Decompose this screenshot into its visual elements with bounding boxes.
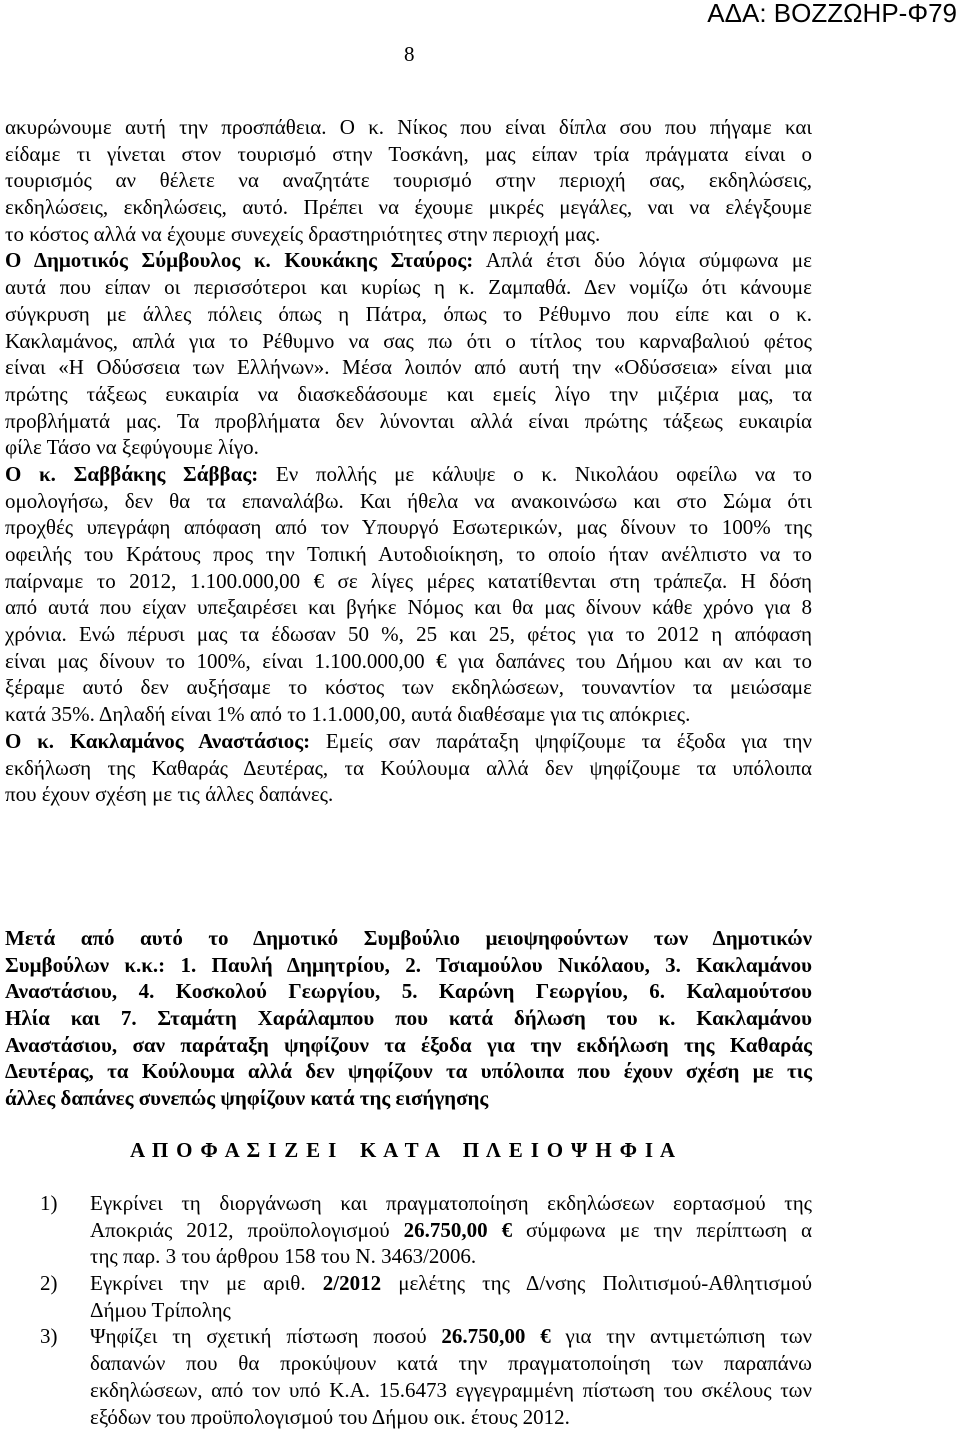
decision-item [0,1323,812,1430]
text-line: ομολογήσω, δεν θα τα επαναλάβω. Και ήθελα να ανακοινώσω και στο Σώμα ότι [5,488,812,513]
text-line: είδαμε τι γίνεται στον τουρισμό στην Τοσκάνη, μας είπαν τρία πράγματα είναι ο [5,141,812,166]
decision-heading-block [130,1137,675,1164]
text-line [5,728,812,755]
text-line: ακυρώνουμε αυτή την προσπάθεια. Ο κ. Νίκος που είναι δίπλα σου που πήγαμε και [5,115,812,139]
decision-item [0,1270,812,1323]
decision-heading: Α Π Ο Φ Α Σ Ι Ζ Ε Ι Κ Α Τ Α Π Λ Ε Ι Ο Ψ Η Φ Ι Α [130,1138,675,1162]
text-line: παίρναμε το 2012, 1.100.000,00 € σε λίγες μέρες κατατίθενται στη τράπεζα. Η δόση [5,568,812,593]
vote-line: Αναστάσιου, σαν παράταξη ψηφίζουν τα έξοδα για την εκδήλωση της Καθαράς [5,1032,812,1057]
text-line: Κακλαμάνος, απλά για το Ρέθυμνο να σας πω ότι ο τίτλος του καρναβαλιού φέτος [5,328,812,353]
item-line: Δήμου Τρίπολης [90,1297,231,1322]
item-text: για την αντιμετώπιση των [565,1324,813,1349]
vote-line: Αναστάσιου, 4. Κοσκολού Γεωργίου, 5. Καρώνη Γεωργίου, 6. Καλαμούτσου [5,979,812,1004]
text-line: προβλήματά μας. Τα προβλήματα δεν λύνονται αλλά είναι πρώτης τάξεως ευκαιρία [5,408,812,433]
ada-code: ΑΔΑ: ΒΟΖΖΩΗΡ-Φ79 [707,0,957,28]
item-line: της παρ. 3 του άρθρου 158 του Ν. 3463/2006. [90,1244,477,1269]
item-number: 1) [40,1191,58,1215]
text-line: χρόνια. Ενώ πέρυσι μας τα έδωσαν 50 %, 25 και 25, φέτος για το 2012 η απόφαση [5,622,812,647]
speech-text: Απλά έτσι δύο λόγια σύμφωνα με [485,248,812,273]
item-line [90,1217,812,1244]
credit-amount: 26.750,00 € [441,1324,551,1349]
item-line: Εγκρίνει τη διοργάνωση και πραγματοποίηση εκδηλώσεων εορτασμού της [90,1191,812,1215]
text-line: πρώτης τάξεως ευκαιρία να διασκεδάσουμε και εμείς λίγο την μιζέρια μας, τα [5,381,812,406]
item-number: 2) [40,1271,58,1296]
item-text: σύμφωνα με την περίπτωση α [526,1217,813,1242]
text-line: αυτά που είπαν οι περισσότεροι και κυρίως η κ. Ζαμπαθά. Δεν νομίζω ότι κάνουμε [5,275,812,300]
item-line: εκδηλώσεων, από τον υπό Κ.Α. 15.6473 εγγεγραμμένη πίστωση του σκέλους των [90,1377,812,1402]
speaker-name: Ο κ. Κακλαμάνος Αναστάσιος: [5,728,311,753]
text-line: προχθές υπεγράφη απόφαση από τον Υπουργό Εσωτερικών, μας δίνουν το 100% της [5,515,812,540]
text-line: τουρισμός αν θέλετε να αναζητάτε τουρισμό στην περιοχή σας, εκδηλώσεις, [5,168,812,193]
decision-item [0,1190,812,1270]
speech-text: Εν πολλής με κάλυψε ο κ. Νικολάου οφείλω να το [275,461,812,486]
speech-text: Εμείς σαν παράταξη ψηφίζουμε τα έξοδα για την [325,728,812,753]
vote-record [5,925,812,1112]
item-text: μελέτης της Δ/νσης Πολιτισμού-Αθλητισμού [398,1271,813,1296]
text-line [5,247,812,274]
text-line: κατά 35%. Δηλαδή είναι 1% από το 1.1.000,00, αυτά διαθέσαμε για τις απόκριες. [5,702,691,727]
budget-amount: 26.750,00 € [403,1217,513,1242]
vote-line: Μετά από αυτό το Δημοτικό Συμβούλιο μειοψηφούντων των Δημοτικών [5,926,812,950]
item-text: Αποκριάς 2012, προϋπολογισμού [90,1217,390,1242]
text-line: εκδηλώσεις, εκδηλώσεις, αυτό. Πρέπει να έχουμε μικρές μεγάλες, ναι να ελέγξουμε [5,195,812,220]
text-line: είναι «Η Οδύσσεια των Ελλήνων». Μέσα λοιπόν από αυτή την «Οδύσσεια» είναι μια [5,355,812,380]
minutes-discussion [5,114,812,808]
study-number: 2/2012 [322,1271,382,1296]
speaker-name: Ο κ. Σαββάκης Σάββας: [5,461,259,486]
text-line: οφειλής του Κράτους προς την Τοπική Αυτοδιοίκηση, το οποίο ήταν ανέλπιστο να το [5,542,812,566]
item-text: Ψηφίζει τη σχετική πίστωση ποσού [90,1324,427,1349]
text-line: ξέραμε αυτό δεν αυξήσαμε το κόστος των εκδηλώσεων, τουναντίον τα μειώσαμε [5,675,812,700]
vote-line: άλλες δαπάνες συνεπώς ψηφίζουν κατά της εισήγησης [5,1086,489,1111]
item-line [90,1323,812,1350]
item-text: Εγκρίνει την με αριθ. [90,1271,306,1296]
text-line: φίλε Τάσο να ξεφύγουμε λίγο. [5,435,259,460]
text-line: που έχουν σχέση με τις άλλες δαπάνες. [5,782,334,807]
vote-line: Δευτέρας, τα Κούλουμα αλλά δεν ψηφίζουν τα υπόλοιπα που έχουν σχέση με τις [5,1059,812,1084]
text-line: σύγκρυση με άλλες πόλεις όπως η Πάτρα, όπως το Ρέθυμνο που είπε και ο κ. [5,301,812,326]
item-number: 3) [40,1324,58,1349]
text-line: είναι μας δίνουν το 100%, είναι 1.100.000,00 € για δαπάνες του Δήμου και αν και το [5,648,812,673]
text-line: το κόστος αλλά να έχουμε συνεχείς δραστηριότητες στην περιοχή μας. [5,221,601,246]
vote-line: Ηλία και 7. Σταμάτη Χαράλαμπου που κατά δήλωση του κ. Κακλαμάνου [5,1006,812,1031]
speaker-name: Ο Δημοτικός Σύμβουλος κ. Κουκάκης Σταύρος: [5,248,474,273]
text-line: εκδήλωση της Καθαράς Δευτέρας, τα Κούλουμα αλλά δεν ψηφίζουμε τα υπόλοιπα [5,755,812,780]
item-line: δαπανών που θα προκύψουν κατά την πραγματοποίηση των παραπάνω [90,1351,812,1376]
page-number: 8 [404,42,415,66]
vote-line: Συμβούλων κ.κ.: 1. Παυλή Δημητρίου, 2. Τσιαμούλου Νικόλαου, 3. Κακλαμάνου [5,952,812,977]
decision-list [0,1190,812,1430]
item-line: εξόδων του προϋπολογισμού του Δήμου οικ. έτους 2012. [90,1404,570,1429]
text-line [5,461,812,488]
text-line: από αυτά που είχαν υπεξαιρέσει και βγήκε Νόμος και θα μας δίνουν κάθε χρόνο για 8 [5,595,812,620]
item-line [90,1270,812,1297]
